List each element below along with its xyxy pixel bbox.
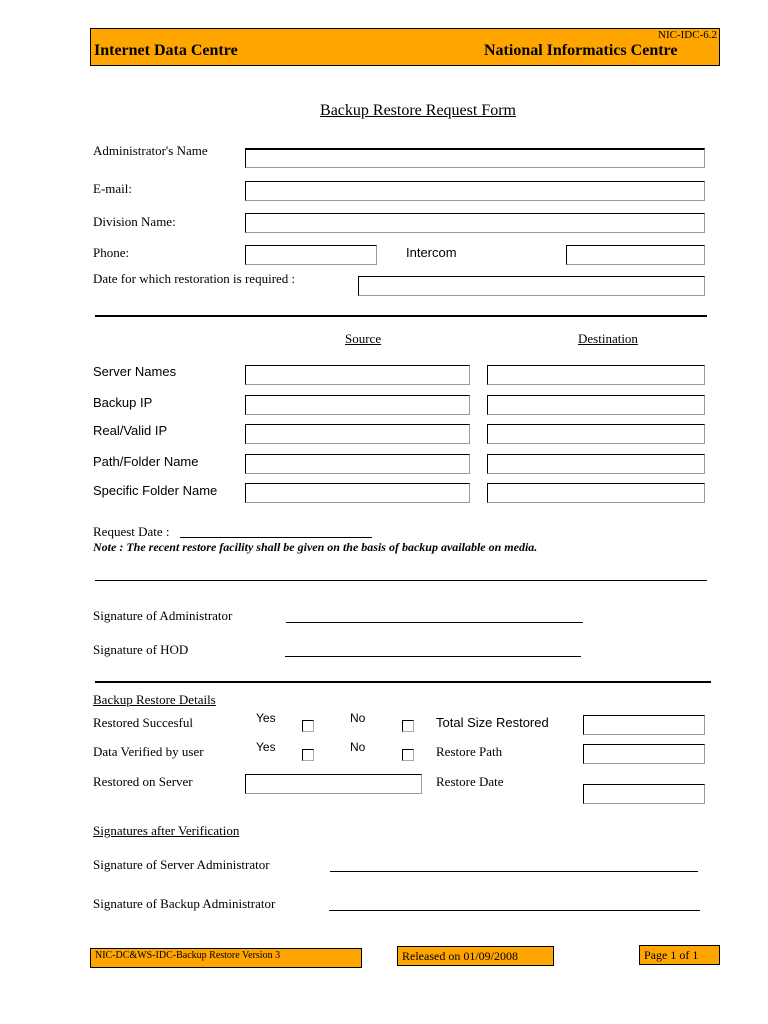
source-real-ip-field[interactable] bbox=[245, 424, 470, 444]
request-date-line[interactable] bbox=[180, 537, 372, 538]
divider-3 bbox=[95, 681, 711, 683]
no-label: No bbox=[350, 740, 366, 754]
email-label: E-mail: bbox=[93, 181, 132, 196]
restore-date-required-field[interactable] bbox=[358, 276, 705, 296]
restored-on-server-field[interactable] bbox=[245, 774, 422, 794]
division-label: Division Name: bbox=[93, 214, 176, 229]
yes-label: Yes bbox=[256, 711, 276, 725]
header-right-title: National Informatics Centre bbox=[484, 42, 678, 59]
restore-path-field[interactable] bbox=[583, 744, 705, 764]
hod-signature-label: Signature of HOD bbox=[93, 642, 189, 657]
source-backup-ip-field[interactable] bbox=[245, 395, 470, 415]
divider-2 bbox=[95, 580, 707, 581]
phone-field[interactable] bbox=[245, 245, 377, 265]
server-row-label: Backup IP bbox=[93, 395, 153, 410]
verified-yes-checkbox[interactable] bbox=[302, 749, 314, 761]
yes-label: Yes bbox=[256, 740, 276, 754]
server-row-label: Path/Folder Name bbox=[93, 454, 199, 469]
total-size-field[interactable] bbox=[583, 715, 705, 735]
restored-no-checkbox[interactable] bbox=[402, 720, 414, 732]
footer-version: NIC-DC&WS-IDC-Backup Restore Version 3 bbox=[90, 948, 362, 968]
server-row-label: Specific Folder Name bbox=[93, 483, 218, 498]
restored-on-server-label: Restored on Server bbox=[93, 774, 193, 789]
phone-label: Phone: bbox=[93, 245, 130, 260]
restore-date-label: Restore Date bbox=[436, 774, 504, 789]
total-size-label: Total Size Restored bbox=[436, 715, 549, 730]
source-path-field[interactable] bbox=[245, 454, 470, 474]
doc-code: NIC-IDC-6.2 bbox=[658, 29, 717, 41]
no-label: No bbox=[350, 711, 366, 725]
server-row-label: Real/Valid IP bbox=[93, 423, 168, 438]
header-left-title: Internet Data Centre bbox=[94, 42, 238, 59]
restore-path-label: Restore Path bbox=[436, 744, 503, 759]
restored-successful-label: Restored Succesful bbox=[93, 715, 194, 730]
restore-note: Note : The recent restore facility shall be given on the basis of backup available on media. bbox=[93, 540, 538, 554]
backup-admin-signature-label: Signature of Backup Administrator bbox=[93, 896, 276, 911]
source-server-names-field[interactable] bbox=[245, 365, 470, 385]
request-date-label: Request Date : bbox=[93, 524, 170, 539]
server-admin-signature-label: Signature of Server Administrator bbox=[93, 857, 270, 872]
hod-signature-line[interactable] bbox=[285, 656, 581, 657]
admin-signature-line[interactable] bbox=[286, 622, 583, 623]
admin-name-label: Administrator's Name bbox=[93, 143, 208, 158]
division-field[interactable] bbox=[245, 213, 705, 233]
divider-1 bbox=[95, 315, 707, 317]
admin-signature-label: Signature of Administrator bbox=[93, 608, 233, 623]
verified-no-checkbox[interactable] bbox=[402, 749, 414, 761]
form-title: Backup Restore Request Form bbox=[320, 102, 516, 119]
header-banner bbox=[90, 28, 720, 66]
destination-server-names-field[interactable] bbox=[487, 365, 705, 385]
restore-date-required-label: Date for which restoration is required : bbox=[93, 271, 296, 286]
destination-specific-folder-field[interactable] bbox=[487, 483, 705, 503]
intercom-field[interactable] bbox=[566, 245, 705, 265]
destination-backup-ip-field[interactable] bbox=[487, 395, 705, 415]
server-row-label: Server Names bbox=[93, 364, 177, 379]
server-admin-signature-line[interactable] bbox=[330, 871, 698, 872]
admin-name-field[interactable] bbox=[245, 148, 705, 168]
footer-released: Released on 01/09/2008 bbox=[397, 946, 554, 966]
data-verified-label: Data Verified by user bbox=[93, 744, 204, 759]
restore-date-field[interactable] bbox=[583, 784, 705, 804]
footer-page: Page 1 of 1 bbox=[639, 945, 720, 965]
intercom-label: Intercom bbox=[406, 245, 457, 260]
destination-heading: Destination bbox=[578, 331, 638, 346]
source-specific-folder-field[interactable] bbox=[245, 483, 470, 503]
email-field[interactable] bbox=[245, 181, 705, 201]
destination-real-ip-field[interactable] bbox=[487, 424, 705, 444]
verification-heading: Signatures after Verification bbox=[93, 823, 240, 838]
details-heading: Backup Restore Details bbox=[93, 692, 216, 707]
backup-admin-signature-line[interactable] bbox=[329, 910, 700, 911]
restored-yes-checkbox[interactable] bbox=[302, 720, 314, 732]
source-heading: Source bbox=[345, 331, 382, 346]
destination-path-field[interactable] bbox=[487, 454, 705, 474]
